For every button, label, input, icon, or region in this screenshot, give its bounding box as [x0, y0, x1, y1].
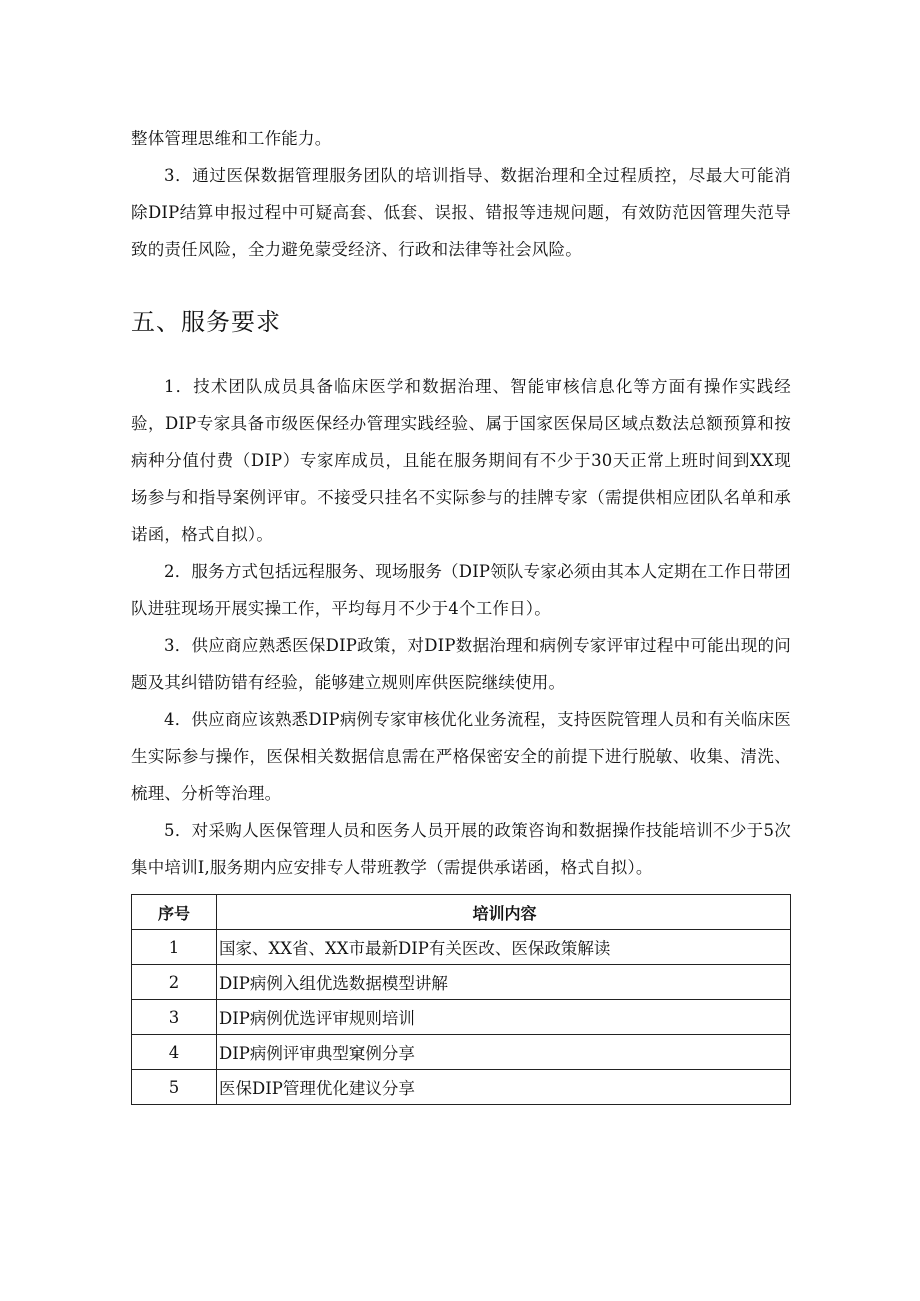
- requirement-item-1: 1．技术团队成员具备临床医学和数据治理、智能审核信息化等方面有操作实践经验，DIP专家具备市级医保经办管理实践经验、属于国家医保局区域点数法总额预算和按病种分值付费（DIP）专家库成员，且能在服务期间有不少于30天正常上班时间到XX现场参与和指导案例评审。不接受只挂名不实际参与的挂牌专家（需提供相应团队名单和承诺函，格式自拟）。: [131, 377, 791, 544]
- requirement-item-5: 5．对采购人医保管理人员和医务人员开展的政策咨询和数据操作技能培训不少于5次集中培训I,服务期内应安排专人带班教学（需提供承诺函，格式自拟）。: [131, 821, 791, 877]
- row-content: 医保DIP管理优化建议分享: [217, 1070, 791, 1105]
- goal-paragraph-3: 3．通过医保数据管理服务团队的培训指导、数据治理和全过程质控，尽最大可能消除DIP结算申报过程中可疑高套、低套、误报、错报等违规问题，有效防范因管理失范导致的责任风险，全力避免蒙受经济、行政和法律等社会风险。: [131, 166, 791, 259]
- section-heading: 五、服务要求: [131, 308, 281, 336]
- table-row: [132, 1035, 791, 1070]
- table-row: [132, 965, 791, 1000]
- requirement-item-2: 2．服务方式包括远程服务、现场服务（DIP领队专家必须由其本人定期在工作日带团队进驻现场开展实操工作，平均每月不少于4个工作日）。: [131, 562, 791, 618]
- table-row: [132, 930, 791, 965]
- table-row: [132, 1070, 791, 1105]
- row-no: 1: [132, 930, 217, 965]
- row-content: DIP病例评审典型窠例分享: [217, 1035, 791, 1070]
- row-content: DIP病例入组优选数据模型讲解: [217, 965, 791, 1000]
- row-no: 4: [132, 1035, 217, 1070]
- row-content: 国家、XX省、XX市最新DIP有关医改、医保政策解读: [217, 930, 791, 965]
- row-no: 5: [132, 1070, 217, 1105]
- table-row: [132, 1000, 791, 1035]
- document-page: [131, 120, 791, 1105]
- row-content: DIP病例优选评审规则培训: [217, 1000, 791, 1035]
- row-no: 2: [132, 965, 217, 1000]
- intro-continuation: 整体管理思维和工作能力。: [131, 129, 332, 148]
- training-table: [131, 894, 791, 1105]
- requirement-item-3: 3．供应商应熟悉医保DIP政策，对DIP数据治理和病例专家评审过程中可能出现的问题及其纠错防错有经验，能够建立规则库供医院继续使用。: [131, 636, 791, 692]
- table-header-row: [132, 895, 791, 930]
- requirement-item-4: 4．供应商应该熟悉DIP病例专家审核优化业务流程，支持医院管理人员和有关临床医生实际参与操作，医保相关数据信息需在严格保密安全的前提下进行脱敏、收集、清洗、梳理、分析等治理。: [131, 710, 791, 803]
- header-content: 培训内容: [217, 895, 791, 930]
- header-no: 序号: [132, 895, 217, 930]
- row-no: 3: [132, 1000, 217, 1035]
